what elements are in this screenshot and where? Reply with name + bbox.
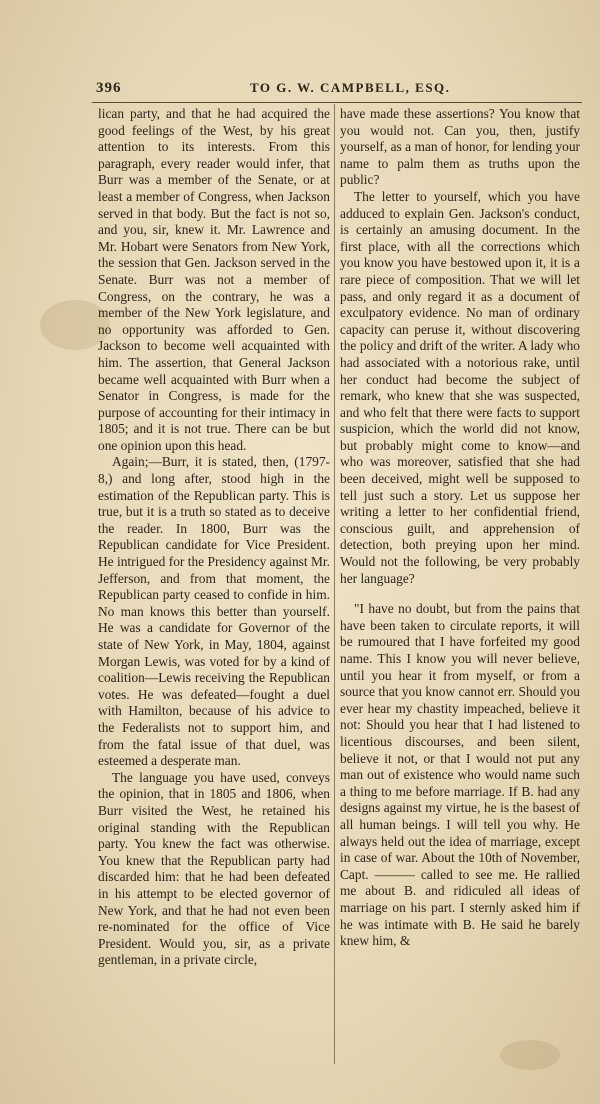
paper-stain	[500, 1040, 560, 1070]
paragraph: The language you have used, conveys the opinion, that in 1805 and 1806, when Burr visited the West, he retained his original standing with the Republican party. You knew the fact was otherwise. You knew that the Republican party had discarded him: that he had been defeated in his attempt to be elected governor of New York, and that he had not even been re-nominated for the office of Vice President. Would you, sir, as a private gentleman, in a private circle,	[98, 769, 330, 968]
right-column	[340, 106, 580, 950]
page-header	[80, 76, 560, 100]
paragraph: Again;—Burr, it is stated, then, (1797-8,) and long after, stood high in the estimation of the Republican party. This is true, but it is a truth so stated as to deceive the reader. In 1800, Burr was the Republican candidate for Vice President. He intrigued for the Presidency against Mr. Jefferson, and from that moment, the Republican party ceased to confide in him. No man knows this better than yourself. He was a candidate for Governor of the state of New York, in May, 1804, against Morgan Lewis, was voted for by a kind of coalition—Lewis receiving the Republican votes. He was defeated—fought a duel with Hamilton, because of his advice to the Federalists not to support him, and from the fatal issue of that duel, was esteemed a desperate man.	[98, 454, 330, 769]
page-number: 396	[96, 80, 122, 96]
running-head: TO G. W. CAMPBELL, ESQ.	[250, 80, 451, 95]
left-column	[98, 106, 330, 969]
column-divider	[334, 104, 335, 1064]
quoted-letter: "I have no doubt, but from the pains that have been taken to circulate reports, it will be rumoured that I have forfeited my good name. This I know you will never believe, until you hear it from myself, or from a source that you know cannot err. Should you ever hear my chastity impeached, believe it not: Should you hear that I had listened to licentious discourses, and been silent, believe it not, or that I would not put any man out of existence who would name such a thing to me before marriage. If B. had any designs against my virtue, he is the basest of all human beings. I will tell you why. He always held out the idea of marriage, except in case of war. About the 10th of November, Capt. ——— called to see me. He rallied me about B. and ridiculed all ideas of marriage on his part. I sternly asked him if he was intimate with B. He said he barely knew him, &	[340, 601, 580, 949]
paragraph: lican party, and that he had acquired the good feelings of the West, by his great attention to its interests. From this paragraph, every reader would infer, that Burr was a member of the Senate, or at least a member of Congress, when Jackson served in that body. But the fact is not so, and you, sir, knew it. Mr. Lawrence and Mr. Hobart were Senators from New York, the session that Gen. Jackson served in the Senate. Burr was not a member of Congress, on the contrary, he was a member of the New York legislature, and no opportunity was afforded to Gen. Jackson to become well acquainted with him. The assertion, that General Jackson became well acquainted with Burr when a Senator in Congress, is made for the purpose of accounting for their intimacy in 1805; and it is not true. There can be but one opinion upon this head.	[98, 106, 330, 453]
paragraph: The letter to yourself, which you have adduced to explain Gen. Jackson's conduct, is certainly an amusing document. In the first place, with all the corrections which you know you have bestowed upon it, it is a rare piece of composition. That we will let pass, and only regard it as a document of exculpatory evidence. No man of ordinary capacity can peruse it, without discovering the policy and drift of the writer. A lady who had associated with a notorious rake, until her conduct had become the subject of remark, who knew that she was suspected, and who felt that there were facts to support suspicion, which the world did not know, but probably might come to know—and who was moreover, satisfied that she had been deceived, might well be supposed to tell just such a story. Let us suppose her writing a letter to her confidential friend, conscious guilt, and apprehension of detection, both preying upon her mind. Would not the following, be very probably her language?	[340, 188, 580, 586]
header-rule	[92, 102, 582, 103]
paragraph: have made these assertions? You know that you would not. Can you, then, justify yourself, as a man of honor, for lending your name to palm them as truths upon the public?	[340, 106, 580, 188]
